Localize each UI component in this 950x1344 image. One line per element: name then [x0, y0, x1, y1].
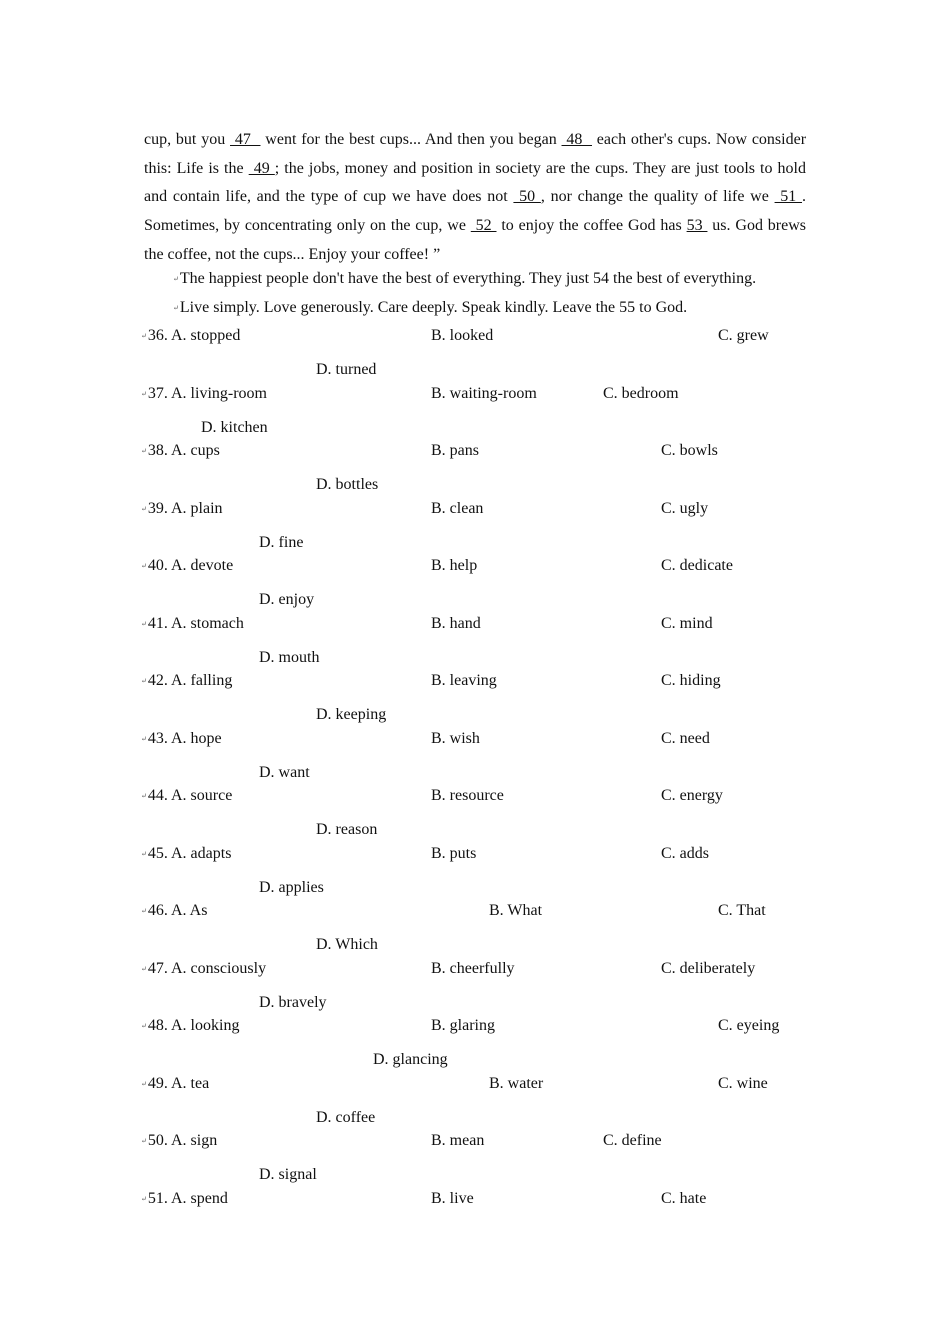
option-b-text: B. resource — [431, 787, 504, 804]
passage-text: went for the best cups... And then you began — [260, 131, 562, 148]
option-d — [316, 1108, 375, 1128]
paragraph-mark-icon: ↵ — [141, 332, 147, 341]
paragraph-mark-icon: ↵ — [141, 1137, 147, 1146]
blank-number: 53 — [686, 217, 708, 235]
option-c — [603, 384, 679, 404]
option-b — [431, 959, 515, 979]
option-c-text: C. dedicate — [661, 557, 733, 574]
option-b-text: B. leaving — [431, 672, 497, 689]
option-b-text: B. wish — [431, 730, 480, 747]
paragraph-mark-icon: ↵ — [141, 965, 147, 974]
option-b-text: B. glaring — [431, 1017, 495, 1034]
option-b — [431, 1131, 484, 1151]
option-a — [141, 614, 244, 634]
option-a — [141, 959, 266, 979]
option-d-text: D. want — [259, 764, 310, 781]
paragraph-mark-icon: ↵ — [141, 850, 147, 859]
option-c — [661, 959, 755, 979]
option-d — [316, 935, 378, 955]
paragraph-mark-icon: ↵ — [173, 304, 179, 313]
option-b-text: B. help — [431, 557, 478, 574]
passage-text: . Sometimes, by concentrating only on the cup, we — [144, 188, 807, 235]
option-d-text: D. reason — [316, 821, 378, 838]
option-b-text: B. live — [431, 1190, 474, 1207]
option-c — [661, 614, 713, 634]
passage-line-54 — [173, 269, 756, 289]
option-a-text: 43. A. hope — [147, 730, 222, 747]
option-d-text: D. signal — [259, 1166, 317, 1183]
option-b — [431, 671, 497, 691]
blank-number: 52 — [470, 217, 497, 235]
option-b-text: B. clean — [431, 500, 484, 517]
blank-number: 47 — [230, 131, 261, 148]
option-c-text: C. hate — [661, 1190, 707, 1207]
paragraph-mark-icon: ↵ — [141, 390, 147, 399]
option-b — [431, 326, 493, 346]
option-a — [141, 1016, 239, 1036]
option-d — [259, 1165, 317, 1185]
option-d — [259, 590, 314, 610]
option-a-text: 41. A. stomach — [147, 615, 244, 632]
option-b-text: B. water — [489, 1075, 544, 1092]
option-c-text: C. deliberately — [661, 960, 756, 977]
option-a-text: 51. A. spend — [147, 1190, 228, 1207]
option-a — [141, 844, 231, 864]
blank-number: 49 — [248, 159, 275, 177]
blank-number: 50 — [513, 188, 541, 206]
option-c — [661, 729, 710, 749]
passage-text: cup, but you — [144, 131, 231, 148]
option-c-text: C. hiding — [661, 672, 721, 689]
passage-text: to enjoy the coffee God has — [496, 217, 687, 235]
option-d — [259, 878, 324, 898]
option-a-text: 48. A. looking — [147, 1017, 240, 1034]
paragraph-mark-icon: ↵ — [141, 1195, 147, 1204]
option-c — [661, 671, 721, 691]
option-b-text: B. puts — [431, 845, 477, 862]
option-a-text: 37. A. living-room — [147, 385, 267, 402]
paragraph-mark-icon: ↵ — [173, 275, 179, 284]
option-a — [141, 326, 240, 346]
option-a — [141, 1189, 228, 1209]
option-b — [489, 1074, 543, 1094]
option-c-text: C. wine — [718, 1075, 768, 1092]
option-d — [316, 360, 376, 380]
option-d-text: D. applies — [259, 879, 324, 896]
option-a-text: 45. A. adapts — [147, 845, 232, 862]
option-b-text: B. mean — [431, 1132, 485, 1149]
option-a — [141, 441, 220, 461]
option-c — [661, 499, 708, 519]
paragraph-mark-icon: ↵ — [141, 907, 147, 916]
option-c-text: C. grew — [718, 327, 769, 344]
paragraph-mark-icon: ↵ — [141, 1080, 147, 1089]
option-b-text: B. hand — [431, 615, 481, 632]
option-c — [661, 844, 709, 864]
option-c — [718, 1016, 779, 1036]
option-a — [141, 1074, 209, 1094]
option-d-text: D. fine — [259, 534, 304, 551]
option-b-text: B. What — [489, 902, 543, 919]
option-b — [431, 844, 476, 864]
paragraph-mark-icon: ↵ — [141, 505, 147, 514]
option-a-text: 46. A. As — [147, 902, 208, 919]
option-c — [718, 326, 769, 346]
passage-text: , nor change the quality of life we — [540, 188, 775, 206]
passage-text: to God. — [639, 299, 688, 316]
option-a-text: 39. A. plain — [147, 500, 223, 517]
option-a-text: 44. A. source — [147, 787, 233, 804]
option-a-text: 49. A. tea — [147, 1075, 210, 1092]
option-a — [141, 499, 223, 519]
option-b — [431, 499, 483, 519]
option-c — [603, 1131, 662, 1151]
paragraph-mark-icon: ↵ — [141, 792, 147, 801]
option-a — [141, 901, 207, 921]
option-b-text: B. cheerfully — [431, 960, 515, 977]
option-a-text: 38. A. cups — [147, 442, 220, 459]
option-c — [661, 786, 723, 806]
passage-paragraph — [144, 126, 806, 270]
option-d-text: D. Which — [316, 936, 378, 953]
blank-number: 55 — [619, 299, 640, 316]
option-c — [718, 1074, 768, 1094]
passage-text: The happiest people don't have the best of everything. They just — [179, 270, 594, 287]
option-b — [431, 1016, 495, 1036]
option-d — [259, 533, 303, 553]
option-c — [718, 901, 766, 921]
option-d-text: D. bottles — [316, 476, 379, 493]
option-b — [431, 1189, 474, 1209]
blank-number: 48 — [561, 131, 592, 148]
option-b — [431, 384, 537, 404]
option-d-text: D. mouth — [259, 649, 320, 666]
option-b-text: B. pans — [431, 442, 479, 459]
option-c — [661, 556, 733, 576]
passage-line-55 — [173, 298, 687, 318]
option-a — [141, 786, 232, 806]
option-b — [431, 556, 477, 576]
option-a — [141, 1131, 217, 1151]
passage-text: the best of everything. — [613, 270, 757, 287]
option-d-text: D. kitchen — [201, 419, 268, 436]
option-d-text: D. glancing — [373, 1051, 448, 1068]
option-c-text: C. define — [603, 1132, 662, 1149]
option-d — [316, 475, 378, 495]
option-d — [373, 1050, 448, 1070]
option-c-text: C. eyeing — [718, 1017, 780, 1034]
option-b — [431, 729, 480, 749]
option-a-text: 50. A. sign — [147, 1132, 218, 1149]
passage-text: ; the jobs, money and position in society are the cups. They are just tools to hold and contain life, and the type of cup we have does not — [144, 159, 807, 206]
option-b — [431, 614, 481, 634]
paragraph-mark-icon: ↵ — [141, 1022, 147, 1031]
option-c-text: C. need — [661, 730, 710, 747]
option-d-text: D. turned — [316, 361, 377, 378]
paragraph-mark-icon: ↵ — [141, 562, 147, 571]
option-a — [141, 671, 232, 691]
blank-number: 54 — [593, 270, 614, 287]
option-a-text: 47. A. consciously — [147, 960, 267, 977]
option-b-text: B. looked — [431, 327, 494, 344]
option-c-text: C. mind — [661, 615, 713, 632]
option-d-text: D. bravely — [259, 994, 327, 1011]
option-d — [259, 993, 327, 1013]
paragraph-mark-icon: ↵ — [141, 735, 147, 744]
option-c — [661, 1189, 706, 1209]
option-d — [316, 705, 386, 725]
option-b — [431, 786, 504, 806]
option-d-text: D. keeping — [316, 706, 387, 723]
option-c — [661, 441, 718, 461]
option-b-text: B. waiting-room — [431, 385, 537, 402]
option-b — [489, 901, 542, 921]
option-a — [141, 384, 267, 404]
option-a-text: 36. A. stopped — [147, 327, 241, 344]
paragraph-mark-icon: ↵ — [141, 620, 147, 629]
option-c-text: C. bedroom — [603, 385, 679, 402]
paragraph-mark-icon: ↵ — [141, 447, 147, 456]
option-a — [141, 729, 222, 749]
option-c-text: C. ugly — [661, 500, 709, 517]
option-c-text: C. energy — [661, 787, 723, 804]
option-d-text: D. enjoy — [259, 591, 315, 608]
option-c-text: C. adds — [661, 845, 709, 862]
option-a — [141, 556, 233, 576]
option-c-text: C. That — [718, 902, 766, 919]
paragraph-mark-icon: ↵ — [141, 677, 147, 686]
option-c-text: C. bowls — [661, 442, 718, 459]
option-d — [259, 763, 310, 783]
passage-text: us. God brews the coffee, not the cups... Enjoy your coffee! ” — [144, 217, 807, 263]
option-d — [316, 820, 377, 840]
option-b — [431, 441, 479, 461]
blank-number: 51 — [774, 188, 803, 206]
option-d — [259, 648, 319, 668]
option-d-text: D. coffee — [316, 1109, 376, 1126]
option-a-text: 40. A. devote — [147, 557, 234, 574]
option-d — [201, 418, 268, 438]
option-a-text: 42. A. falling — [147, 672, 233, 689]
passage-text: each other's cups. Now consider this: Life is the — [144, 131, 807, 177]
passage-text: Live simply. Love generously. Care deeply. Speak kindly. Leave the — [179, 299, 620, 316]
